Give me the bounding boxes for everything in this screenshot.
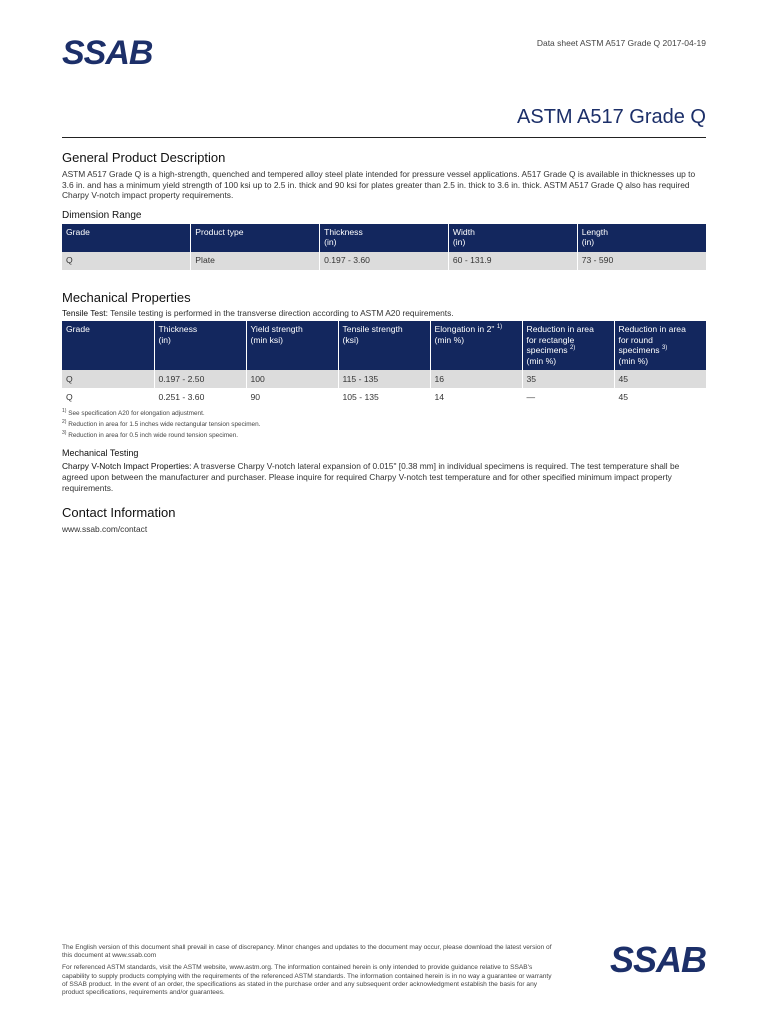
mechanical-column-header: Yield strength (min ksi) (246, 321, 338, 370)
dimension-column-header: Width (in) (448, 224, 577, 252)
mechanical-header-row (62, 321, 706, 370)
table-row (62, 370, 706, 388)
tensile-test-text: Tensile Test: Tensile testing is performed in the transverse direction according to ASTM A20 requirements. (62, 307, 454, 318)
document-meta: Data sheet ASTM A517 Grade Q 2017-04-19 (536, 38, 706, 48)
mechanical-column-header: Elongation in 2" $^{1)}$ (min %) (430, 321, 522, 370)
mechanical-column-header: Thickness (in) (154, 321, 246, 370)
table-cell: 60 - 131.9 (448, 252, 577, 270)
ssab-footer-logo: SSAB (610, 939, 707, 980)
table-cell: 45 (614, 370, 706, 388)
ssab-logo: SSAB (62, 34, 153, 72)
charpy-text: Charpy V-Notch Impact Properties: A trasverse Charpy V-notch lateral expansion of 0.015" [0.38 mm] in individual specimens is required. The test temperature shall be agreed upon between the manufacturer and purchaser. Please inquire for required Charpy V-notch test temperature and for other specified minimum impact property requirements. (62, 461, 680, 493)
tensile-test-label: Tensile Test: (62, 307, 108, 318)
dimension-header-row (62, 224, 706, 252)
table-cell: 0.251 - 3.60 (154, 388, 246, 406)
table-cell: 73 - 590 (577, 252, 706, 270)
contact-heading: Contact Information (62, 505, 176, 521)
table-cell: Q (62, 370, 154, 388)
table-cell: 45 (618, 391, 629, 402)
footnote: $^{1)}$ See specification A20 for elongation adjustment. (62, 408, 205, 418)
table-cell: 14 (430, 388, 522, 406)
table-cell: Q (62, 388, 154, 406)
mechanical-column-header: Grade (62, 321, 154, 370)
dimension-range-heading: Dimension Range (62, 209, 142, 221)
table-cell: 0.197 - 3.60 (320, 252, 449, 270)
mechanical-column-header: Reduction in area for round specimens $^{3)}$ (min %) (614, 321, 706, 370)
document-body (62, 150, 706, 535)
mechanical-column-header: Reduction in area for rectangle specimens $^{2)}$ (min %) (522, 321, 614, 370)
table-cell: 0.197 - 2.50 (154, 370, 246, 388)
dimension-range-table (62, 224, 706, 270)
mechanical-properties-table (62, 321, 706, 406)
general-description-heading: General Product Description (62, 150, 226, 165)
mechanical-testing-heading: Mechanical Testing (62, 448, 139, 459)
dimension-column-header: Grade (62, 224, 191, 252)
footnote-marker: 3) (661, 345, 668, 352)
footnote-marker: 1) (496, 324, 503, 331)
page-title: ASTM A517 Grade Q (517, 106, 706, 128)
dimension-column-header: Product type (191, 224, 320, 252)
footer-paragraph: The English version of this document shall prevail in case of discrepancy. Minor changes and updates to the document may occur, please download the latest version of this document at www.ssab.com (62, 944, 552, 960)
table-cell: 115 - 135 (338, 370, 430, 388)
footnotes (62, 410, 706, 440)
mechanical-column-header: Tensile strength (ksi) (338, 321, 430, 370)
table-cell: 90 (246, 388, 338, 406)
dimension-column-header: Thickness (in) (320, 224, 449, 252)
table-cell: 105 - 135 (338, 388, 430, 406)
charpy-label: Charpy V-Notch Impact Properties: (62, 461, 192, 472)
dimension-column-header: Length (in) (577, 224, 706, 252)
table-cell: 35 (522, 370, 614, 388)
table-cell: — (522, 388, 614, 406)
footer-paragraph: For referenced ASTM standards, visit the ASTM website, www.astm.org. The information contained herein is only intended to provide guidance relative to SSAB's capability to supply products complying with the requirements of the referenced ASTM standards. The information contained herein is in no way a guarantee or warranty of SSAB product. In the event of an order, the specifications as stated in the purchase order and any subsequent order acknowledgment establish the basis for any product specifications, requirements and/or guarantees. (62, 964, 552, 997)
footnote-marker: 2) (569, 345, 576, 352)
general-description-text: ASTM A517 Grade Q is a high-strength, quenched and tempered alloy steel plate intended for pressure vessel applications. A517 Grade Q is available in thicknesses up to 3.6 in. and has a minimum yield strength of 100 ksi up to 2.5 in. thick and 90 ksi for plates greater than 2.5 in. thick to 3.6 in. thick. ASTM A517 Grade Q also has required Charpy V-notch impact property requirements. (62, 169, 696, 201)
table-cell: 16 (430, 370, 522, 388)
title-divider (62, 137, 706, 138)
footnote: $^{2)}$ Reduction in area for 1.5 inches wide rectangular tension specimen. (62, 419, 261, 429)
mechanical-properties-heading: Mechanical Properties (62, 289, 191, 305)
contact-link[interactable]: www.ssab.com/contact (62, 524, 148, 535)
table-row (62, 252, 706, 270)
footnote: $^{3)}$ Reduction in area for 0.5 inch wide round tension specimen. (62, 430, 239, 440)
table-row (62, 388, 706, 406)
footer-disclaimer (62, 944, 552, 997)
table-cell: 100 (246, 370, 338, 388)
table-cell: Q (62, 252, 191, 270)
table-cell: Plate (191, 252, 320, 270)
